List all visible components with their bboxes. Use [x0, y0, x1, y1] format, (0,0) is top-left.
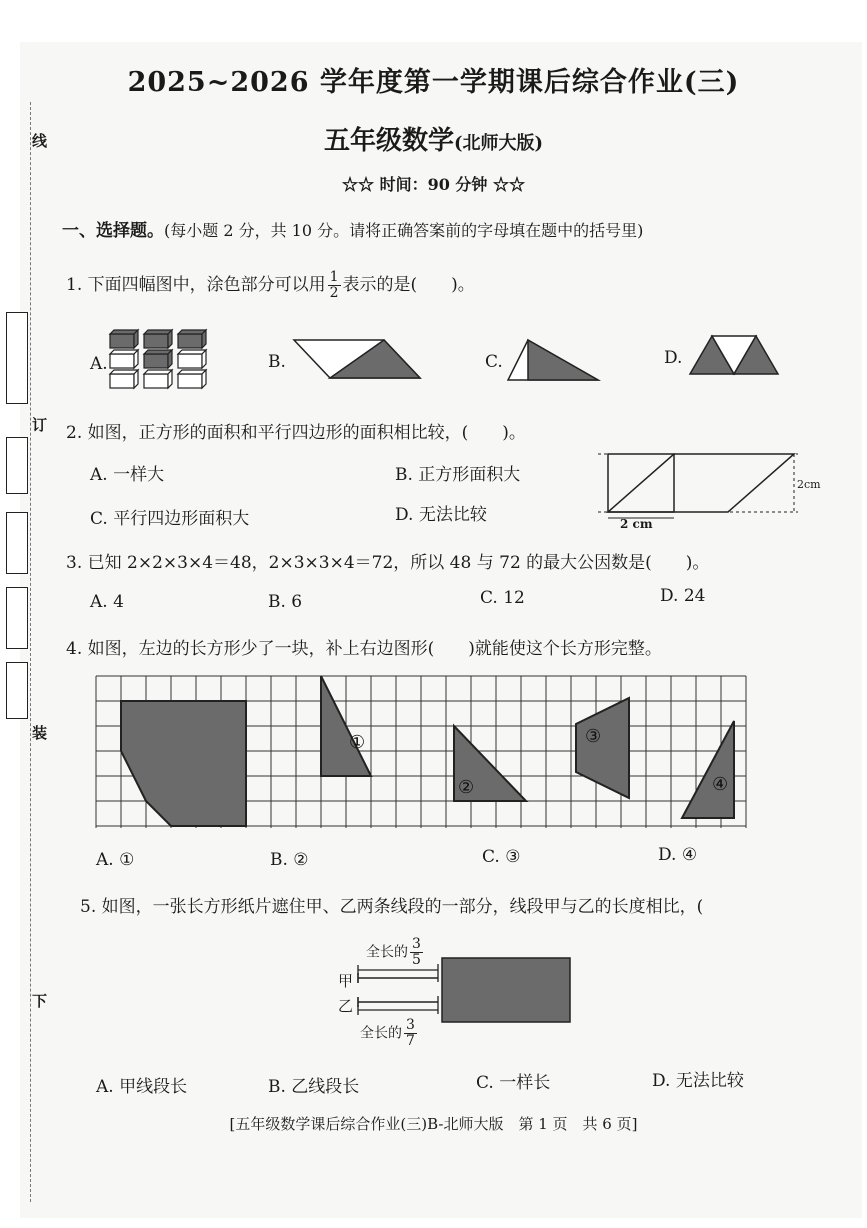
binding-field-box — [6, 512, 28, 574]
q1-text-after: 表示的是( )。 — [342, 275, 475, 295]
q4-shape-3 — [576, 698, 629, 798]
q5-cover-paper — [442, 958, 570, 1022]
cube — [178, 370, 206, 388]
q5-bottom-fraction — [404, 1018, 417, 1049]
q1-option-a[interactable]: A. — [90, 354, 108, 374]
q1-option-b[interactable]: B. — [268, 352, 286, 372]
q1-text-before: 1. 下面四幅图中，涂色部分可以用 — [66, 275, 326, 295]
q4-option-a[interactable]: A. ① — [96, 850, 135, 870]
binding-mark: 线 — [32, 132, 48, 150]
page-title: 2025~2026 学年度第一学期课后综合作业(三) — [127, 67, 740, 98]
section-title: 一、选择题。 — [62, 221, 164, 241]
q5-bottom-text: 全长的 — [360, 1025, 402, 1042]
question-2-stem: 2. 如图，正方形的面积和平行四边形的面积相比较，( )。 — [66, 423, 526, 443]
binding-mark: 装 — [32, 724, 48, 742]
q5-option-d[interactable]: D. 无法比较 — [652, 1071, 744, 1091]
page-footer: [五年级数学课后综合作业(三)B-北师大版 第 1 页 共 6 页] — [229, 1115, 638, 1133]
q1-fraction — [328, 270, 341, 301]
q4-incomplete-rectangle — [121, 701, 246, 826]
q1-option-c[interactable]: C. — [485, 352, 503, 372]
q4-shape-label-1: ① — [349, 732, 366, 753]
q4-shape-label-2: ② — [458, 777, 475, 798]
binding-dashed-line — [30, 102, 31, 1202]
q5-option-c[interactable]: C. 一样长 — [476, 1073, 551, 1093]
question-1-stem — [66, 270, 475, 301]
q4-shape-4 — [682, 721, 734, 818]
q3-option-d[interactable]: D. 24 — [660, 586, 706, 606]
q4-grid-figure — [96, 676, 768, 830]
cube — [110, 330, 138, 348]
q2-option-b[interactable]: B. 正方形面积大 — [395, 465, 521, 485]
q1-figure-a-cubes — [108, 330, 208, 392]
q3-option-b[interactable]: B. 6 — [268, 592, 303, 612]
q2-option-a[interactable]: A. 一样大 — [90, 465, 165, 485]
edition-label: (北师大版) — [453, 133, 544, 154]
q1-frac-den: 2 — [329, 285, 339, 301]
q2-label-right: 2cm — [797, 478, 821, 491]
cube — [144, 370, 172, 388]
q5-bottom-label — [360, 1018, 419, 1049]
q5-top-den: 5 — [412, 952, 421, 968]
cube — [178, 330, 206, 348]
binding-margin — [0, 42, 62, 1218]
q3-option-c[interactable]: C. 12 — [480, 588, 525, 608]
question-3-stem: 3. 已知 2×2×3×4＝48，2×3×3×4＝72，所以 48 与 72 的最大公因数是( )。 — [66, 553, 710, 573]
binding-field-box — [6, 662, 28, 719]
q4-option-c[interactable]: C. ③ — [482, 847, 521, 867]
q2-option-d[interactable]: D. 无法比较 — [395, 505, 487, 525]
subject-title — [0, 120, 867, 157]
q5-option-a[interactable]: A. 甲线段长 — [96, 1077, 188, 1097]
q5-option-b[interactable]: B. 乙线段长 — [268, 1077, 360, 1097]
time-limit: ☆☆ 时间：90 分钟 ☆☆ — [342, 175, 525, 194]
q1-figure-d-triangles — [688, 334, 780, 378]
cube — [110, 370, 138, 388]
q5-top-text: 全长的 — [366, 944, 408, 961]
q3-option-a[interactable]: A. 4 — [90, 592, 124, 612]
binding-field-box — [6, 437, 28, 494]
binding-field-box — [6, 587, 28, 649]
q4-option-b[interactable]: B. ② — [270, 850, 309, 870]
cube — [178, 350, 206, 368]
q4-option-d[interactable]: D. ④ — [658, 845, 698, 865]
q1-option-d[interactable]: D. — [664, 348, 683, 368]
section-heading — [62, 216, 643, 241]
question-5-stem: 5. 如图，一张长方形纸片遮住甲、乙两条线段的一部分，线段甲与乙的长度相比，( — [80, 897, 704, 917]
question-4-stem: 4. 如图，左边的长方形少了一块，补上右边图形( )就能使这个长方形完整。 — [66, 639, 662, 659]
binding-mark: 订 — [32, 416, 48, 434]
q5-bottom-num: 3 — [406, 1017, 415, 1033]
binding-mark: 下 — [32, 992, 48, 1010]
q5-top-fraction — [410, 937, 423, 968]
q5-label-yi: 乙 — [338, 997, 354, 1015]
q5-label-jia: 甲 — [338, 972, 354, 990]
q2-option-c[interactable]: C. 平行四边形面积大 — [90, 509, 250, 529]
q1-figure-c-triangle — [506, 338, 602, 384]
q4-shape-label-4: ④ — [712, 774, 729, 795]
section-note: (每小题 2 分，共 10 分。请将正确答案前的字母填在题中的括号里) — [164, 221, 644, 240]
q1-figure-b-parallelogram — [292, 338, 422, 382]
q5-bottom-den: 7 — [406, 1033, 415, 1049]
q2-label-bottom: 2 cm — [620, 517, 653, 531]
q4-shape-label-3: ③ — [585, 726, 602, 747]
subject-name: 五年级数学 — [323, 126, 454, 156]
q5-top-num: 3 — [412, 936, 421, 952]
binding-field-box — [6, 312, 28, 404]
cube — [144, 330, 172, 348]
q1-frac-num: 1 — [329, 269, 339, 285]
cube — [110, 350, 138, 368]
cube — [144, 350, 172, 368]
q5-top-label — [366, 937, 425, 968]
